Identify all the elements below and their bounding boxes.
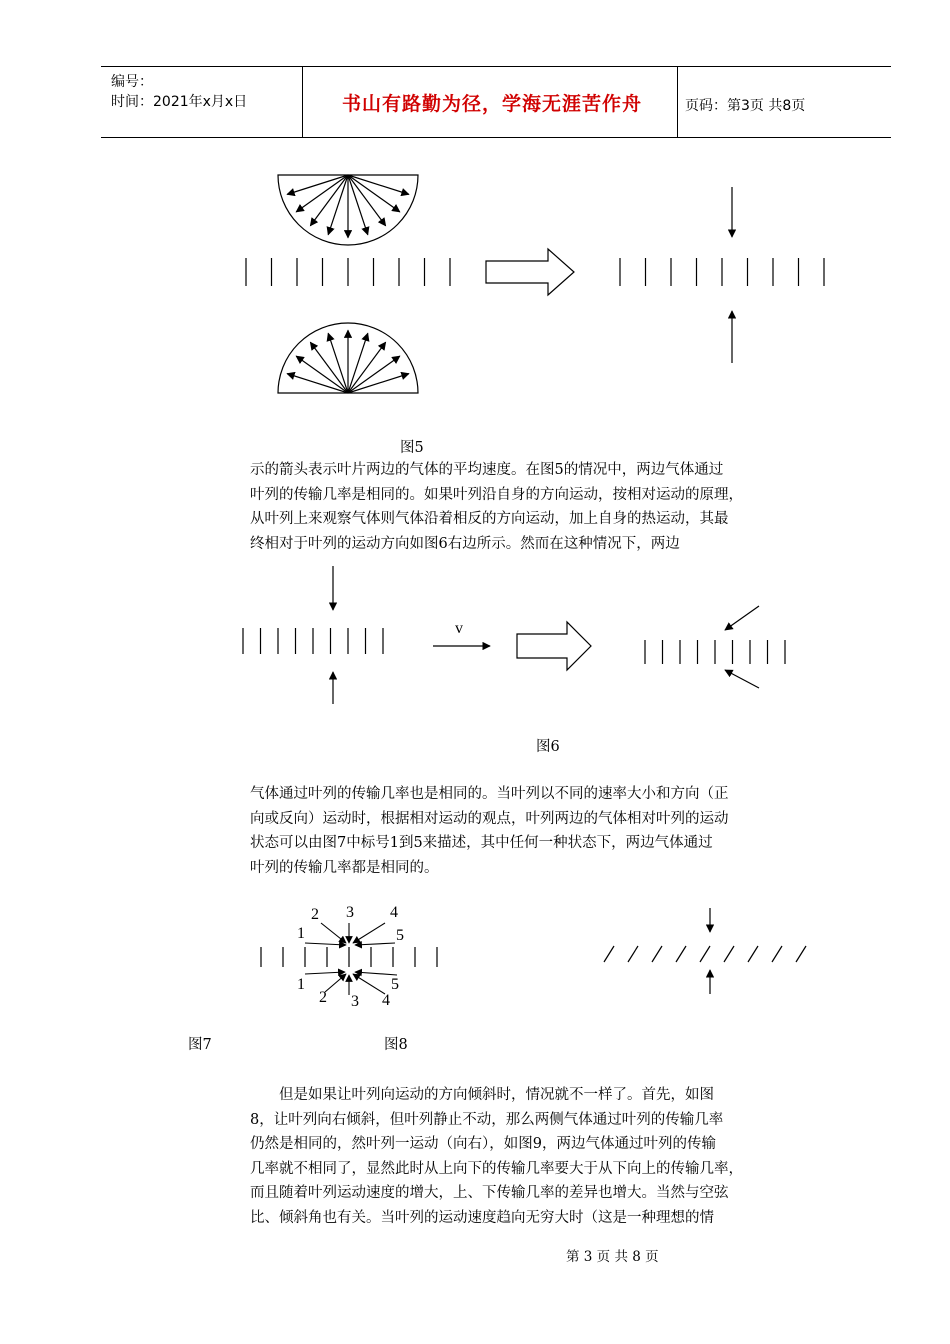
- tilted-blade: [628, 946, 638, 962]
- fan-arrow: [348, 175, 400, 212]
- figure-6-caption: 图6: [536, 739, 560, 755]
- state-arrow: [353, 974, 385, 994]
- tilted-blade: [724, 946, 734, 962]
- state-arrow: [305, 972, 345, 974]
- page-header: [101, 66, 891, 138]
- state-label: 3: [346, 904, 354, 921]
- figure-6: [215, 560, 855, 715]
- fan-arrow: [348, 356, 400, 393]
- diagonal-arrow-top: [725, 606, 759, 630]
- figure-5-caption: 图5: [400, 440, 424, 456]
- state-arrow: [355, 943, 395, 945]
- state-arrow: [321, 923, 346, 943]
- diagonal-arrow-bottom: [725, 670, 759, 688]
- text-line: 而且随着叶列运动速度的增大，上、下传输几率的差异也增大。当然与空弦: [250, 1185, 729, 1201]
- tilted-blade: [604, 946, 614, 962]
- figure-7-caption: 图7: [188, 1037, 212, 1053]
- text-line: 从叶列上来观察气体则气体沿着相反的方向运动，加上自身的热运动，其最: [250, 511, 729, 527]
- figure-5: [230, 165, 830, 405]
- motto-title: 书山有路勤为径，学海无涯苦作舟: [341, 93, 642, 115]
- fan-arrow: [348, 175, 386, 226]
- fan-arrow: [296, 356, 348, 393]
- hollow-arrow: [486, 249, 574, 295]
- text-line: 但是如果让叶列向运动的方向倾斜时，情况就不一样了。首先，如图: [279, 1087, 714, 1103]
- fan-arrow: [328, 175, 348, 235]
- top-semicircle-fan: [278, 175, 418, 245]
- fan-arrow: [348, 333, 368, 393]
- tilted-blade-row: [604, 946, 806, 962]
- state-arrow: [355, 972, 397, 975]
- state-label: 5: [396, 927, 404, 944]
- blade-row-right: [645, 640, 785, 664]
- fan-arrow: [348, 175, 409, 194]
- blade-row-right: [620, 258, 824, 286]
- blade-row: [261, 947, 437, 967]
- text-line: 状态可以由图7中标号1到5来描述，其中任何一种状态下，两边气体通过: [250, 835, 713, 851]
- tilted-blade: [748, 946, 758, 962]
- state-label: 5: [391, 976, 399, 993]
- figure-8: [590, 900, 820, 1000]
- paragraph-3: [250, 1083, 810, 1230]
- state-label: 2: [319, 989, 327, 1006]
- blade-row-left: [243, 628, 383, 654]
- state-label: 2: [311, 906, 319, 923]
- text-line: 叶列的传输几率是相同的。如果叶列沿自身的方向运动，按相对运动的原理，: [250, 486, 743, 503]
- text-line: 向或反向）运动时，根据相对运动的观点，叶列两边的气体相对叶列的运动: [250, 810, 729, 827]
- fan-arrow: [348, 374, 409, 393]
- text-line: 8，让叶列向右倾斜，但叶列静止不动，那么两侧气体通过叶列的传输几率: [250, 1111, 724, 1128]
- footer-page-number: 第 3 页 共 8 页: [566, 1249, 659, 1265]
- tilted-blade: [676, 946, 686, 962]
- text-line: 叶列的传输几率都是相同的。: [250, 859, 439, 876]
- bottom-semicircle-fan: [278, 323, 418, 393]
- text-line: 气体通过叶列的传输几率也是相同的。当叶列以不同的速率大小和方向（正: [250, 786, 729, 802]
- state-arrow: [305, 943, 346, 945]
- blade-row-left: [246, 258, 450, 286]
- state-label: 4: [382, 992, 390, 1009]
- text-line: 比、倾斜角也有关。当叶列的运动速度趋向无穷大时（这是一种理想的情: [250, 1209, 714, 1226]
- paragraph-2: [250, 782, 810, 880]
- hollow-arrow: [517, 622, 591, 670]
- fan-arrow: [287, 175, 348, 194]
- fan-arrow: [310, 342, 348, 393]
- text-line: 终相对于叶列的运动方向如图6右边所示。然而在这种情况下，两边: [250, 535, 680, 552]
- fan-arrow: [310, 175, 348, 226]
- serial-label: 编号：: [111, 74, 153, 90]
- tilted-blade: [796, 946, 806, 962]
- text-line: 几率就不相同了，显然此时从上向下的传输几率要大于从下向上的传输几率，: [250, 1160, 743, 1177]
- figure-7: [245, 895, 460, 1013]
- fan-arrow: [328, 333, 348, 393]
- state-label: 1: [297, 976, 305, 993]
- tilted-blade: [700, 946, 710, 962]
- state-label: 1: [297, 925, 305, 942]
- fan-arrow: [348, 342, 386, 393]
- text-line: 示的箭头表示叶片两边的气体的平均速度。在图5的情况中，两边气体通过: [250, 462, 724, 478]
- state-arrow: [325, 974, 346, 992]
- velocity-label: v: [455, 620, 463, 637]
- state-label: 4: [390, 904, 398, 921]
- figure-8-caption: 图8: [384, 1037, 408, 1053]
- tilted-blade: [772, 946, 782, 962]
- page-code: 页码：第3页 共8页: [685, 98, 806, 114]
- time-label: 时间：2021年x月x日: [111, 94, 248, 110]
- state-label: 3: [351, 993, 359, 1010]
- fan-arrow: [348, 175, 368, 235]
- tilted-blade: [652, 946, 662, 962]
- fan-arrow: [296, 175, 348, 212]
- state-arrow: [353, 923, 385, 943]
- fan-arrow: [287, 374, 348, 393]
- text-line: 仍然是相同的，然叶列一运动（向右），如图9，两边气体通过叶列的传输: [250, 1136, 716, 1152]
- header-divider: [302, 67, 303, 137]
- paragraph-1: [250, 458, 810, 556]
